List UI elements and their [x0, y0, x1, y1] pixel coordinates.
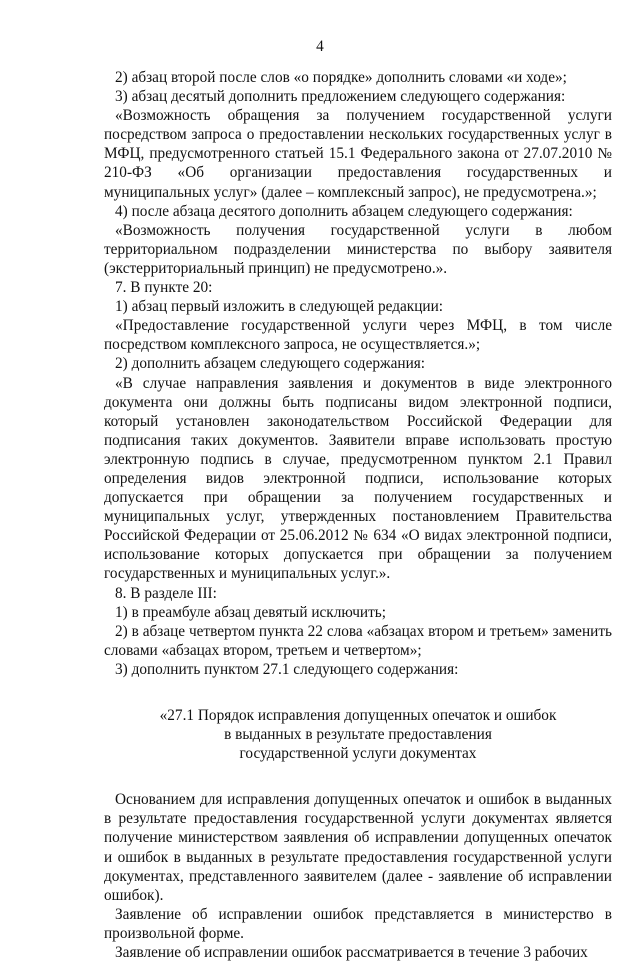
paragraph: «Возможность обращения за получением государственной услуги посредством запроса о предоставлении нескольких государственных услуг в МФЦ, предусмотренного статьей 15.1 Федерального закона от 27.07.2010 № 210-ФЗ «Об организации предоставления государственных и муниципальных услуг» (далее – комплексный запрос), не предусмотрена.»;: [104, 107, 612, 201]
paragraph: 3) дополнить пунктом 27.1 следующего содержания:: [115, 660, 459, 678]
paragraph: Основанием для исправления допущенных опечаток и ошибок в выданных в результате предоставления государственной услуги документах является получение министерством заявления об исправлении допущенных опечаток и ошибок в выданных в результате предоставления государственной услуги документах, представленного заявителем (далее - заявление об исправлении ошибок).: [104, 791, 612, 904]
paragraph: 2) в абзаце четвертом пункта 22 слова «абзацах втором и третьем» заменить словами «абзацах втором, третьем и четвертом»;: [104, 622, 612, 659]
paragraph: 2) абзац второй после слов «о порядке» дополнить словами «и ходе»;: [115, 69, 567, 86]
paragraph: «Возможность получения государственной услуги в любом территориальном подразделении министерства по выбору заявителя (экстерриториальный принцип) не предусмотрено.».: [104, 221, 612, 277]
heading-line: «27.1 Порядок исправления допущенных опечаток и ошибок: [159, 707, 557, 724]
paragraph: «Предоставление государственной услуги через МФЦ, в том числе посредством комплексного запроса, не осуществляется.»;: [104, 317, 612, 354]
paragraph: 7. В пункте 20:: [115, 279, 213, 297]
paragraph: 1) абзац первый изложить в следующей редакции:: [115, 298, 444, 316]
paragraph: Заявление об исправлении ошибок представляется в министерство в произвольной форме.: [104, 905, 612, 942]
paragraph: Заявление об исправлении ошибок рассматривается в течение 3 рабочих: [115, 944, 588, 962]
page-number: 4: [316, 38, 324, 55]
heading-line: государственной услуги документах: [239, 745, 477, 763]
heading-line: в выданных в результате предоставления: [224, 726, 492, 744]
section-heading: [104, 706, 612, 763]
paragraph: «В случае направления заявления и документов в виде электронного документа они должны быть подписаны видом электронной подписи, который установлен законодательством Российской Федерации для подписания таких документов. Заявители вправе использовать простую электронную подпись в случае, предусмотренном пунктом 2.1 Правил определения видов электронной подписи, использование которых допускается при обращении за получением государственных и муниципальных услуг, утвержденных постановлением Правительства Российской Федерации от 25.06.2012 № 634 «О видах электронной подписи, использование которых допускается при обращении за получением государственных и муниципальных услуг.».: [104, 374, 612, 583]
paragraph: 1) в преамбуле абзац девятый исключить;: [115, 603, 387, 621]
paragraph: 8. В разделе III:: [115, 584, 217, 602]
paragraph: 3) абзац десятый дополнить предложением следующего содержания:: [115, 88, 566, 106]
paragraph: 2) дополнить абзацем следующего содержания:: [115, 355, 426, 373]
paragraph: 4) после абзаца десятого дополнить абзацем следующего содержания:: [115, 202, 573, 220]
document-body: [104, 68, 612, 962]
